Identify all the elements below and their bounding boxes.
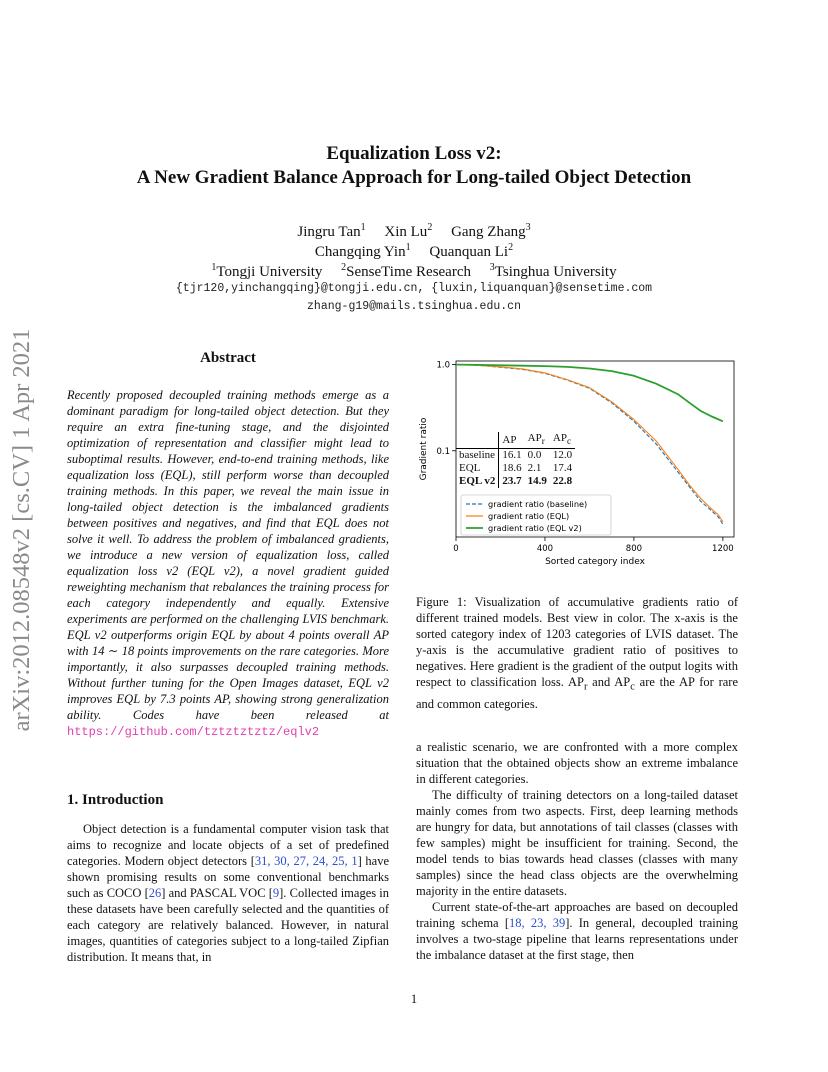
y-tick-label: 0.1 (436, 446, 450, 457)
legend-entry: gradient ratio (EQL) (488, 511, 570, 521)
table-header: AP (499, 432, 525, 449)
abstract-text: Recently proposed decoupled training methods emerge as a dominant paradigm for long-tailed object detection. But they require an extra fine-tuning stage, and the disjointed optimization of representation and classifier might lead to suboptimal results. However, end-to-end training methods, like equalization loss (EQL), still perform worse than decoupled training methods. In this paper, we reveal the main issue in long-tailed object detection is the imbalanced gradients between positives and negatives, and find that EQL does not solve it well. To address the problem of imbalanced gradients, we introduce a new version of equalization loss, called equalization loss v2 (EQL v2), a novel gradient guided reweighting mechanism that rebalances the training process for each category independently and equally. Extensive experiments are performed on the challenging LVIS benchmark. EQL v2 outperforms origin EQL by about 4 points overall AP with 14 ∼ 18 points improvements on the rare categories. More importantly, it also surpasses decoupled training methods. Without further tuning for the Open Images dataset, EQL v2 improves EQL by 7.3 points AP, showing strong generalization ability. Codes have been released at (67, 388, 389, 722)
page-number: 1 (410, 992, 418, 1006)
citation-link[interactable]: 31, 30, 27, 24, 25, 1 (254, 854, 358, 868)
table-row: EQL 18.6 2.1 17.4 (459, 462, 573, 475)
series-line-3 (456, 365, 723, 422)
table-header: $AP_c$ (552, 432, 572, 447)
paragraph: The difficulty of training detectors on a long-tailed dataset mainly comes from two aspects. First, deep learning methods are hungry for data, but annotations of tail classes (classes with few samples) might be insufficient for training. Second, the model tends to bias towards head classes (classes with many samples) since the head class objects are the overwhelming majority in the entire datasets. (416, 788, 738, 898)
legend-entry: gradient ratio (EQL v2) (488, 523, 582, 533)
abstract-body (67, 387, 389, 740)
table-header: $AP_r$ (527, 432, 545, 447)
abstract-heading: Abstract (200, 350, 256, 366)
affiliation: $^2$SenseTime Research (341, 262, 471, 280)
results-table (456, 432, 575, 488)
paragraph: Current state-of-the-art approaches are based on decoupled training schema [18, 23, 39]. In general, decoupled training involves a two-stage pipeline that learns representations under the imbalance dataset at the first stage, then (416, 900, 738, 962)
legend-entry: gradient ratio (baseline) (488, 499, 588, 509)
arxiv-id: arXiv:2012.08548v2 [cs.CV] 1 Apr 2021 (8, 328, 35, 732)
introduction-heading: 1. Introduction (67, 792, 164, 808)
code-link[interactable]: https://github.com/tztztztztz/eqlv2 (67, 725, 320, 739)
x-tick-label: 1200 (712, 544, 734, 554)
citation-link[interactable]: 26 (148, 886, 162, 900)
email-line-1: {tjr120,yinchangqing}@tongji.edu.cn, {luxin,liquanquan}@sensetime.com (175, 282, 653, 295)
x-tick-label: 400 (536, 544, 554, 554)
affiliation: $^1$Tongji University (211, 262, 323, 280)
paragraph: a realistic scenario, we are confronted with a more complex situation that the obtained objects show an extreme imbalance in different categories. (416, 740, 738, 786)
author: Gang Zhang$^3$ (451, 222, 531, 240)
paper-title (0, 142, 828, 190)
x-tick-label: 0 (453, 544, 459, 554)
x-axis-label: Sorted category index (545, 557, 645, 567)
table-header (456, 432, 499, 449)
introduction-body: Object detection is a fundamental computer vision task that aims to recognize and locate objects of a set of predefined categories. Modern object detectors [31, 30, 27, 24, 25, 1] have shown promising results on some conventional benchmarks such as COCO [26] and PASCAL VOC [9]. Collected images in these datasets have been carefully selected and the quantities of each category are relatively balanced. However, in natural images, quantities of categories subject to a long-tailed Zipfian distribution. It means that, in (67, 822, 390, 964)
y-axis-label: Gradient ratio (419, 417, 429, 481)
title-line-1: Equalization Loss v2: (326, 143, 502, 164)
table-row: baseline 16.1 0.0 12.0 (456, 449, 575, 463)
email-line-2: zhang-g19@mails.tsinghua.edu.cn (307, 300, 521, 313)
table-row: EQL v2 23.7 14.9 22.8 (459, 475, 573, 488)
author: Xin Lu$^2$ (384, 222, 433, 240)
x-tick-label: 800 (625, 544, 643, 554)
title-line-2: A New Gradient Balance Approach for Long-tailed Object Detection (136, 167, 692, 188)
right-column-body (416, 739, 738, 963)
citation-link[interactable]: 18, 23, 39 (509, 916, 566, 930)
author: Quanquan Li$^2$ (429, 242, 514, 260)
y-tick-label: 1.0 (436, 360, 450, 371)
arxiv-sidebar (2, 300, 42, 760)
author: Jingru Tan$^1$ (297, 222, 366, 240)
figure-1-caption: Figure 1: Visualization of accumulative gradients ratio of different trained models. Best view in color. The x-axis is the sorted category index of 1203 categories of LVIS dataset. The y-axis is the accumulative gradient ratio of positives to negatives. Here gradient is the gradient of the output logits with respect to classification loss. $AP_r$ and $AP_c$ are the AP for rare and common categories. (416, 595, 738, 711)
citation-link[interactable]: 9 (272, 886, 280, 900)
author: Changqing Yin$^1$ (314, 242, 411, 260)
affiliation: $^3$Tsinghua University (489, 262, 617, 280)
